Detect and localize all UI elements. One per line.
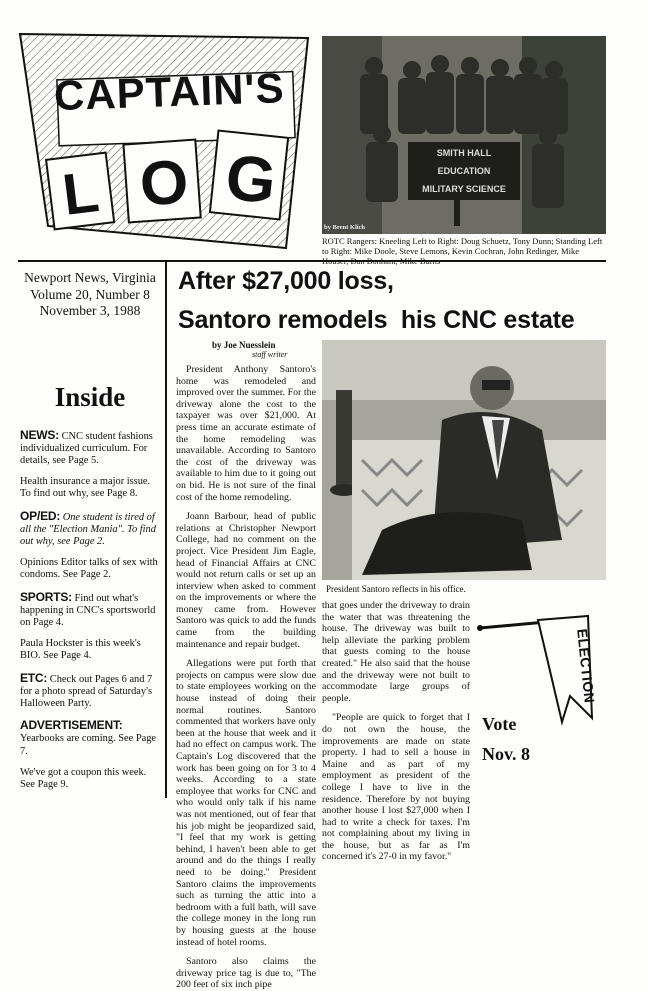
paragraph: "People are quick to forget that I do not own the house, the improvements are made on state property. I had to sell a house in Maine and as part of my employment as president of the college I have to live in the residence. Therefore by not buying another house I lost $27,000 when I had to write a check for taxes. I'm not complaining about my living in the house, but as far as I'm concerned it's 27-0 in my favor." xyxy=(322,712,470,863)
headline-line-2: Santoro remodels his CNC estate xyxy=(178,306,575,334)
masthead-letter-g: G xyxy=(222,140,280,218)
sign-line-3: MILITARY SCIENCE xyxy=(422,184,506,194)
sign-line-2: EDUCATION xyxy=(437,166,491,176)
inside-item: We've got a coupon this week. See Page 9. xyxy=(20,766,147,790)
article-column-1 xyxy=(176,362,316,991)
headline xyxy=(178,264,608,337)
vote-date: Nov. 8 xyxy=(482,744,531,764)
article-column-2 xyxy=(322,598,470,863)
inside-item: ADVERTISEMENT: Yearbooks are coming. See Page 7. xyxy=(20,718,157,757)
paragraph: Santoro also claims the driveway price tag is due to, "The 200 feet of six inch pipe xyxy=(176,956,316,991)
paragraph: that goes under the driveway to drain the water that was threatening the house. The driveway was built to help alleviate the parking problem that guests coming to the house created." He also said that the house and the driveway were not built to accommodate large groups of people. xyxy=(322,600,470,704)
santoro-photo xyxy=(322,340,606,580)
inside-item: ETC: Check out Pages 6 and 7 for a photo spread of Saturday's Halloween Party. xyxy=(20,670,153,709)
headline-line-1: After $27,000 loss, xyxy=(178,267,394,295)
masthead-title-top: CAPTAIN'S xyxy=(53,64,286,120)
inside-item: SPORTS: Find out what's happening in CNC's sportsworld on Page 4. xyxy=(20,589,156,628)
inside-title: Inside xyxy=(54,381,126,412)
rotc-photo xyxy=(322,36,606,234)
santoro-caption: President Santoro reflects in his office. xyxy=(326,584,466,594)
column-rule xyxy=(165,262,167,798)
paragraph: President Anthony Santoro's home was remodeled and improved over the summer. For the driveway alone the cost to the taxpayer was over $21,000. At press time an accurate estimate of the home remodeling was unavailable. According to Santoro the cost of the driveway was available to him due to it going out on bid. He is not sure of the final cost of the home remodeling. xyxy=(176,364,316,503)
paragraph: Allegations were put forth that projects on campus were slow due to state employees working on the house instead of doing their normal routines. Santoro commented that workers have only been at the house that week and it had no effect on campus work. The Captain's Log discovered that the work has been going on for 3 to 4 weeks. According to a state employee that works for CNC and who would only talk if his name was not mentioned, out of fear that his job might be jeopardized said, "I feel that my work is getting behind, I haven't been able to get around and do the things I really need to be doing." President Santoro claims the improvements such as turning the attic into a bedroom with a full bath, will save the college money in the long run by housing guests at the house instead of hotel rooms. xyxy=(176,658,316,948)
sign-line-1: SMITH HALL xyxy=(436,148,492,158)
byline-name: by Joe Nuesslein xyxy=(212,340,276,350)
election-pennant-text: ELECTION xyxy=(574,628,598,705)
inside-item: Health insurance a major issue. To find out why, see Page 8. xyxy=(20,476,151,500)
masthead xyxy=(18,30,310,252)
rotc-group-illustration xyxy=(322,36,606,234)
inside-item: Opinions Editor talks of sex with condoms. See Page 2. xyxy=(20,557,158,581)
inside-list xyxy=(20,429,160,792)
byline xyxy=(212,340,287,360)
election-box xyxy=(476,606,608,796)
vote-label: Vote xyxy=(482,714,517,734)
inside-item: NEWS: CNC student fashions individualized curriculum. For details, see Page 5. xyxy=(20,427,153,466)
paragraph: Joann Barbour, head of public relations at Christopher Newport College, had no comment on the project. Vice President Jim Eagle, head of Financial Affairs at CNC would not return calls or set up an interview when asked to comment on the improvements or where the money came from. However Santoro was quick to add the funds came from the building maintenance and repair budget. xyxy=(176,511,316,650)
inside-item: OP/ED: One student is tired of all the "Election Mania". To find out why, see Page 2. xyxy=(20,508,156,547)
issue-volume: Volume 20, Number 8 xyxy=(30,286,150,302)
masthead-letter-o: O xyxy=(137,147,191,220)
rotc-caption: ROTC Rangers: Kneeling Left to Right: Doug Schuetz, Tony Dunn; Standing Left to Right: Mike Doole, Steve Lemons, Kevin Cochran, John Redinger, Mike xyxy=(322,236,603,256)
byline-role: staff writer xyxy=(252,350,288,359)
section-rule xyxy=(18,260,606,262)
masthead-letter-l: L xyxy=(59,159,103,228)
issue-city: Newport News, Virginia xyxy=(24,270,156,285)
issue-date: November 3, 1988 xyxy=(39,303,141,318)
santoro-illustration xyxy=(322,340,606,580)
inside-item: Paula Hockster is this week's BIO. See Page 4. xyxy=(20,638,141,662)
sidebar xyxy=(20,270,160,800)
photo-credit: by Brent Klich xyxy=(324,224,366,231)
